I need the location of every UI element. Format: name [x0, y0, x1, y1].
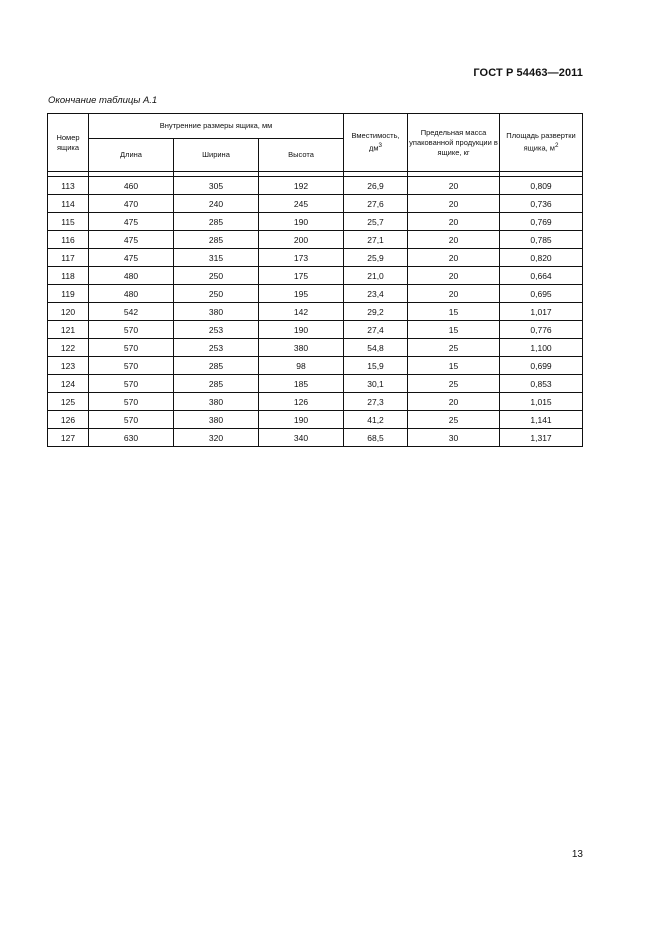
cell-area: 0,820 [500, 249, 583, 267]
cell-capacity: 25,7 [344, 213, 408, 231]
cell-capacity: 26,9 [344, 177, 408, 195]
cell-length: 475 [89, 231, 174, 249]
header-capacity-sup: 3 [378, 142, 383, 150]
cell-height: 192 [259, 177, 344, 195]
header-area [500, 114, 583, 172]
cell-area: 0,736 [500, 195, 583, 213]
cell-width: 315 [174, 249, 259, 267]
cell-width: 285 [174, 357, 259, 375]
cell-max-mass: 20 [408, 195, 500, 213]
header-width: Ширина [174, 139, 259, 172]
cell-max-mass: 30 [408, 429, 500, 447]
header-box-number: Номер ящика [48, 114, 89, 172]
cell-length: 470 [89, 195, 174, 213]
cell-height: 380 [259, 339, 344, 357]
cell-box-number: 119 [48, 285, 89, 303]
cell-box-number: 126 [48, 411, 89, 429]
cell-max-mass: 20 [408, 393, 500, 411]
cell-capacity: 54,8 [344, 339, 408, 357]
cell-width: 250 [174, 267, 259, 285]
cell-height: 190 [259, 411, 344, 429]
cell-width: 320 [174, 429, 259, 447]
table-row [48, 357, 583, 375]
cell-height: 175 [259, 267, 344, 285]
cell-width: 305 [174, 177, 259, 195]
cell-max-mass: 25 [408, 411, 500, 429]
cell-area: 1,017 [500, 303, 583, 321]
cell-area: 1,141 [500, 411, 583, 429]
cell-capacity: 27,1 [344, 231, 408, 249]
cell-area: 0,769 [500, 213, 583, 231]
cell-height: 245 [259, 195, 344, 213]
cell-area: 0,664 [500, 267, 583, 285]
cell-box-number: 114 [48, 195, 89, 213]
document-header: ГОСТ Р 54463—2011 [473, 67, 583, 79]
cell-box-number: 118 [48, 267, 89, 285]
cell-capacity: 25,9 [344, 249, 408, 267]
table-body [48, 172, 583, 447]
cell-box-number: 122 [48, 339, 89, 357]
cell-area: 0,785 [500, 231, 583, 249]
cell-capacity: 21,0 [344, 267, 408, 285]
cell-box-number: 127 [48, 429, 89, 447]
header-capacity-text: Вместимость, дм [351, 131, 400, 153]
cell-width: 285 [174, 213, 259, 231]
data-table [47, 113, 583, 447]
table-row [48, 231, 583, 249]
cell-height: 340 [259, 429, 344, 447]
cell-length: 570 [89, 393, 174, 411]
cell-height: 190 [259, 213, 344, 231]
cell-capacity: 15,9 [344, 357, 408, 375]
table-row [48, 267, 583, 285]
cell-length: 542 [89, 303, 174, 321]
cell-box-number: 120 [48, 303, 89, 321]
cell-area: 0,695 [500, 285, 583, 303]
cell-max-mass: 20 [408, 267, 500, 285]
cell-width: 240 [174, 195, 259, 213]
cell-box-number: 123 [48, 357, 89, 375]
cell-width: 253 [174, 339, 259, 357]
cell-capacity: 29,2 [344, 303, 408, 321]
table-row [48, 285, 583, 303]
cell-area: 1,100 [500, 339, 583, 357]
cell-max-mass: 25 [408, 339, 500, 357]
cell-height: 126 [259, 393, 344, 411]
cell-width: 380 [174, 303, 259, 321]
cell-height: 195 [259, 285, 344, 303]
cell-length: 460 [89, 177, 174, 195]
header-area-text: Площадь развертки ящика, м [506, 131, 576, 153]
cell-max-mass: 20 [408, 231, 500, 249]
cell-capacity: 41,2 [344, 411, 408, 429]
cell-max-mass: 15 [408, 321, 500, 339]
cell-capacity: 68,5 [344, 429, 408, 447]
cell-box-number: 113 [48, 177, 89, 195]
table-row [48, 393, 583, 411]
table-row [48, 339, 583, 357]
cell-capacity: 30,1 [344, 375, 408, 393]
header-capacity [344, 114, 408, 172]
table-row [48, 303, 583, 321]
cell-capacity: 27,3 [344, 393, 408, 411]
cell-length: 480 [89, 285, 174, 303]
cell-area: 0,853 [500, 375, 583, 393]
cell-max-mass: 20 [408, 249, 500, 267]
cell-box-number: 125 [48, 393, 89, 411]
table-row [48, 177, 583, 195]
page-number: 13 [571, 849, 583, 860]
cell-box-number: 116 [48, 231, 89, 249]
cell-height: 173 [259, 249, 344, 267]
cell-area: 1,317 [500, 429, 583, 447]
cell-width: 253 [174, 321, 259, 339]
cell-box-number: 115 [48, 213, 89, 231]
cell-area: 1,015 [500, 393, 583, 411]
cell-area: 0,699 [500, 357, 583, 375]
cell-max-mass: 20 [408, 177, 500, 195]
cell-width: 380 [174, 411, 259, 429]
cell-max-mass: 20 [408, 213, 500, 231]
cell-capacity: 27,4 [344, 321, 408, 339]
cell-box-number: 117 [48, 249, 89, 267]
cell-length: 475 [89, 213, 174, 231]
cell-max-mass: 15 [408, 303, 500, 321]
cell-area: 0,776 [500, 321, 583, 339]
table-row [48, 429, 583, 447]
cell-area: 0,809 [500, 177, 583, 195]
table-caption: Окончание таблицы А.1 [48, 95, 158, 106]
table-row [48, 195, 583, 213]
cell-length: 630 [89, 429, 174, 447]
cell-height: 185 [259, 375, 344, 393]
cell-width: 380 [174, 393, 259, 411]
cell-max-mass: 15 [408, 357, 500, 375]
table-row [48, 321, 583, 339]
table-row [48, 249, 583, 267]
table-row [48, 411, 583, 429]
cell-length: 570 [89, 375, 174, 393]
cell-length: 475 [89, 249, 174, 267]
cell-box-number: 121 [48, 321, 89, 339]
cell-capacity: 27,6 [344, 195, 408, 213]
cell-length: 570 [89, 411, 174, 429]
cell-length: 480 [89, 267, 174, 285]
cell-height: 98 [259, 357, 344, 375]
cell-max-mass: 20 [408, 285, 500, 303]
cell-width: 285 [174, 375, 259, 393]
header-max-mass: Предельная масса упакованной продукции в ящике, кг [408, 114, 500, 172]
cell-length: 570 [89, 321, 174, 339]
header-area-sup: 2 [554, 142, 559, 150]
cell-length: 570 [89, 357, 174, 375]
cell-height: 200 [259, 231, 344, 249]
cell-max-mass: 25 [408, 375, 500, 393]
table-row [48, 375, 583, 393]
header-length: Длина [89, 139, 174, 172]
cell-width: 250 [174, 285, 259, 303]
header-inner-dimensions: Внутренние размеры ящика, мм [89, 114, 344, 139]
cell-width: 285 [174, 231, 259, 249]
header-height: Высота [259, 139, 344, 172]
cell-capacity: 23,4 [344, 285, 408, 303]
table-row [48, 213, 583, 231]
cell-box-number: 124 [48, 375, 89, 393]
cell-height: 142 [259, 303, 344, 321]
cell-height: 190 [259, 321, 344, 339]
cell-length: 570 [89, 339, 174, 357]
